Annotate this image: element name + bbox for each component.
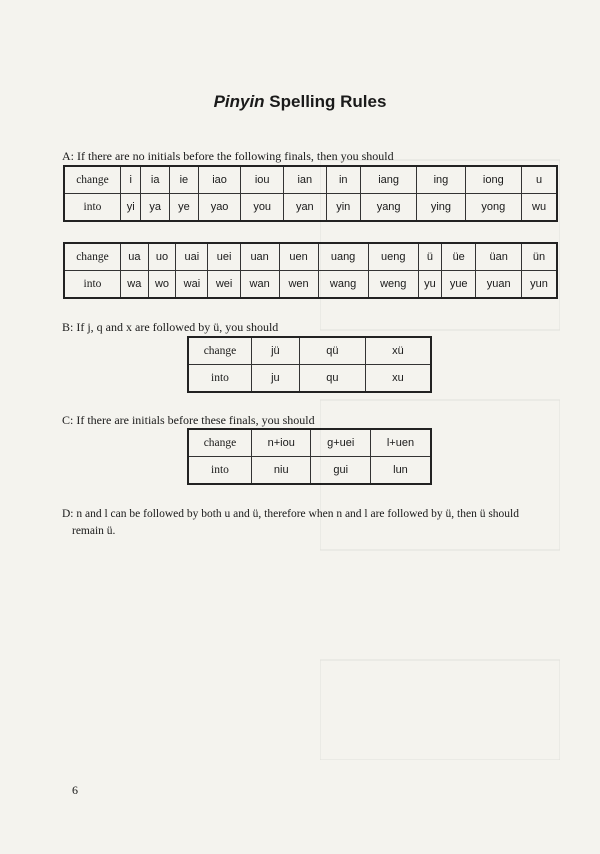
title-rest: Spelling Rules bbox=[264, 92, 387, 111]
rule-d-line-2: remain ü. bbox=[72, 525, 116, 537]
table-row-into bbox=[64, 271, 557, 299]
table-cell: yun bbox=[522, 271, 557, 299]
table-cell: wu bbox=[522, 194, 557, 222]
table-cell: weng bbox=[368, 271, 418, 299]
rule-b-text: B: If j, q and x are followed by ü, you should bbox=[62, 320, 279, 334]
row-label-into: into bbox=[188, 457, 252, 485]
table-cell: iao bbox=[198, 166, 241, 194]
table-cell: yin bbox=[326, 194, 360, 222]
table-cell: iong bbox=[465, 166, 522, 194]
table-cell: yao bbox=[198, 194, 241, 222]
table-cell: wo bbox=[148, 271, 176, 299]
table-cell: ü bbox=[418, 243, 441, 271]
table-cell: jü bbox=[252, 337, 300, 365]
table-cell: ua bbox=[121, 243, 149, 271]
rule-c-text: C: If there are initials before these finals, you should bbox=[62, 413, 315, 427]
table-cell: üan bbox=[476, 243, 522, 271]
table-cell: yu bbox=[418, 271, 441, 299]
rule-a-table-2 bbox=[63, 242, 558, 299]
table-cell: wang bbox=[318, 271, 368, 299]
table-cell: l+uen bbox=[370, 429, 431, 457]
table-cell: yue bbox=[441, 271, 475, 299]
table-cell: uai bbox=[176, 243, 208, 271]
table-cell: ye bbox=[170, 194, 199, 222]
row-label-into: into bbox=[64, 194, 121, 222]
table-cell: ian bbox=[284, 166, 327, 194]
table-cell: ün bbox=[522, 243, 557, 271]
page-number: 6 bbox=[72, 783, 78, 797]
table-cell: ueng bbox=[368, 243, 418, 271]
table-row-change bbox=[188, 337, 431, 365]
table-cell: ya bbox=[141, 194, 170, 222]
table-cell: yi bbox=[121, 194, 141, 222]
table-cell: uo bbox=[148, 243, 176, 271]
table-cell: i bbox=[121, 166, 141, 194]
table-cell: you bbox=[241, 194, 284, 222]
table-cell: qu bbox=[299, 365, 365, 393]
title-italic: Pinyin bbox=[213, 92, 265, 111]
table-cell: g+uei bbox=[311, 429, 370, 457]
page-title bbox=[0, 92, 600, 112]
table-cell: xu bbox=[365, 365, 431, 393]
table-cell: üe bbox=[441, 243, 475, 271]
row-label-change: change bbox=[188, 337, 252, 365]
table-row-into bbox=[64, 194, 557, 222]
table-cell: yan bbox=[284, 194, 327, 222]
rule-b-table bbox=[187, 336, 432, 393]
rule-a-table-1 bbox=[63, 165, 558, 222]
table-cell: uen bbox=[279, 243, 318, 271]
table-cell: iang bbox=[360, 166, 417, 194]
table-cell: wen bbox=[279, 271, 318, 299]
table-cell: n+iou bbox=[252, 429, 311, 457]
table-cell: ju bbox=[252, 365, 300, 393]
row-label-into: into bbox=[64, 271, 121, 299]
row-label-change: change bbox=[188, 429, 252, 457]
table-cell: uan bbox=[240, 243, 279, 271]
table-cell: wai bbox=[176, 271, 208, 299]
table-cell: niu bbox=[252, 457, 311, 485]
table-cell: wan bbox=[240, 271, 279, 299]
row-label-change: change bbox=[64, 243, 121, 271]
table-cell: u bbox=[522, 166, 557, 194]
table-cell: in bbox=[326, 166, 360, 194]
table-cell: uei bbox=[208, 243, 240, 271]
rule-d-line-1: D: n and l can be followed by both u and ü, therefore when n and l are followed by ü, then ü should bbox=[62, 508, 520, 520]
table-row-into bbox=[188, 457, 431, 485]
table-cell: wa bbox=[121, 271, 149, 299]
table-row-change bbox=[64, 243, 557, 271]
table-cell: lun bbox=[370, 457, 431, 485]
table-cell: qü bbox=[299, 337, 365, 365]
row-label-into: into bbox=[188, 365, 252, 393]
table-cell: gui bbox=[311, 457, 370, 485]
table-cell: yuan bbox=[476, 271, 522, 299]
table-cell: ia bbox=[141, 166, 170, 194]
rule-c-table bbox=[187, 428, 432, 485]
table-row-change bbox=[64, 166, 557, 194]
table-cell: ie bbox=[170, 166, 199, 194]
table-cell: wei bbox=[208, 271, 240, 299]
table-cell: yong bbox=[465, 194, 522, 222]
rule-a-text: A: If there are no initials before the following finals, then you should bbox=[62, 149, 394, 163]
table-cell: xü bbox=[365, 337, 431, 365]
table-cell: ying bbox=[417, 194, 465, 222]
table-cell: ing bbox=[417, 166, 465, 194]
table-cell: uang bbox=[318, 243, 368, 271]
table-row-change bbox=[188, 429, 431, 457]
table-row-into bbox=[188, 365, 431, 393]
row-label-change: change bbox=[64, 166, 121, 194]
table-cell: yang bbox=[360, 194, 417, 222]
table-cell: iou bbox=[241, 166, 284, 194]
